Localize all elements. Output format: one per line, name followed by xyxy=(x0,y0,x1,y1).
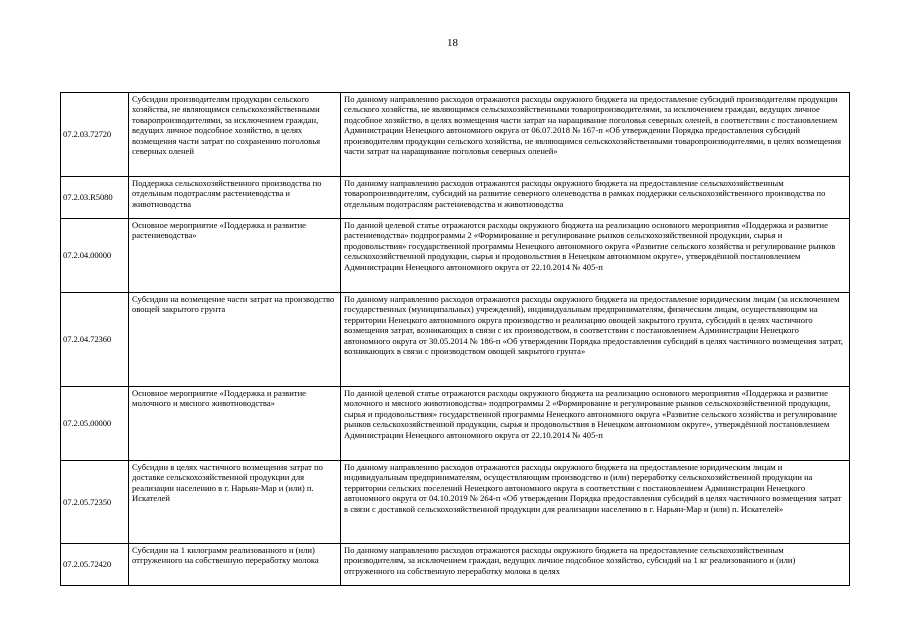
article-name: Основное мероприятие «Поддержка и развитие молочного и мясного животноводства» xyxy=(132,388,306,409)
article-description: По данному направлению расходов отражаются расходы окружного бюджета на предоставление юридическим лицам и индивидуальным предпринимателям, осуществляющим производство и (или) переработку сельскохозяйственной продукции на территории сельских поселений Ненецкого автономного округа в соответствии с постановлением Администрации Ненецкого автономного округа от 04.10.2019 № 264-п «Об утверждении Порядка предоставления субсидий в целях частичного возмещения затрат в связи с доставкой сельскохозяйственной продукции для реализации населению в г. Нарьян-Мар и (или) п. Искателей» xyxy=(344,462,842,514)
article-code: 07.2.05.72420 xyxy=(63,559,112,570)
name-cell xyxy=(129,387,341,461)
table-row xyxy=(61,219,850,293)
article-code: 07.2.05.72350 xyxy=(63,496,112,507)
article-name: Основное мероприятие «Поддержка и развитие растениеводства» xyxy=(132,220,306,241)
description-cell xyxy=(341,387,850,461)
table-row xyxy=(61,461,850,544)
description-cell xyxy=(341,93,850,177)
code-cell xyxy=(61,544,129,586)
article-code: 07.2.03.72720 xyxy=(63,129,112,140)
article-code: 07.2.05.00000 xyxy=(63,418,112,429)
table-row xyxy=(61,387,850,461)
name-cell xyxy=(129,177,341,219)
code-cell xyxy=(61,219,129,293)
description-cell xyxy=(341,461,850,544)
article-description: По данной целевой статье отражаются расходы окружного бюджета на реализацию основного мероприятия «Поддержка и развитие растениеводства» подпрограммы 2 «Формирование и регулирование рынков сельскохозяйственной продукции, сырья и продовольствия» государственной программы Ненецкого автономного округа «Развитие сельского хозяйства и регулирование рынков сельскохозяйственной продукции, сырья и продовольствия в Ненецком автономном округе», утверждённой постановлением Администрации Ненецкого автономного округа от 22.10.2014 № 405-п xyxy=(344,220,836,272)
article-description: По данной целевой статье отражаются расходы окружного бюджета на реализацию основного мероприятия «Поддержка и развитие молочного и мясного животноводства» подпрограммы 2 «Формирование и регулирование рынков сельскохозяйственной продукции, сырья и продовольствия» государственной программы Ненецкого автономного округа «Развитие сельского хозяйства и регулирование рынков сельскохозяйственной продукции, сырья и продовольствия в Ненецком автономном округе», утверждённой постановлением Администрации Ненецкого автономного округа от 22.10.2014 № 405-п xyxy=(344,388,838,440)
article-code: 07.2.04.00000 xyxy=(63,250,112,261)
article-description: По данному направлению расходов отражаются расходы окружного бюджета на предоставление юридическим лицам (за исключением государственных (муниципальных) учреждений), индивидуальным предпринимателям, физическим лицам, осуществляющим на территории Ненецкого автономного округа производство и реализацию овощей закрытого грунта, субсидий в целях частичного возмещения затрат, возникающих в связи с их производством, в соответствии с постановлением Администрации Ненецкого автономного округа от 30.05.2014 № 186-п «Об утверждении Порядка предоставления субсидий в целях частичного возмещения затрат, возникающих в связи с производством овощей закрытого грунта» xyxy=(344,294,843,357)
code-cell xyxy=(61,293,129,387)
table-row xyxy=(61,177,850,219)
description-cell xyxy=(341,177,850,219)
article-description: По данному направлению расходов отражаются расходы окружного бюджета на предоставление сельскохозяйственным производителям, за исключением граждан, ведущих личное подсобное хозяйство, субсидий на 1 кг реализованного и (или) отгруженного на собственную переработку молока в целях xyxy=(344,545,796,576)
description-cell xyxy=(341,219,850,293)
description-cell xyxy=(341,544,850,586)
article-name: Субсидии в целях частичного возмещения затрат по доставке сельскохозяйственной продукции для реализации населению в г. Нарьян-Мар и (или) п. Искателей xyxy=(132,462,323,504)
article-name: Поддержка сельскохозяйственного производства по отдельным подотраслям растениеводства и животноводства xyxy=(132,178,322,209)
table-row xyxy=(61,93,850,177)
article-name: Субсидии на 1 килограмм реализованного и (или) отгруженного на собственную переработку молока xyxy=(132,545,319,566)
name-cell xyxy=(129,544,341,586)
description-cell xyxy=(341,293,850,387)
code-cell xyxy=(61,93,129,177)
name-cell xyxy=(129,293,341,387)
page-number: 18 xyxy=(447,37,458,49)
table-row xyxy=(61,293,850,387)
article-description: По данному направлению расходов отражаются расходы окружного бюджета на предоставление субсидий производителям продукции сельского хозяйства, не являющимся сельскохозяйственными товаропроизводителями, за исключением граждан, ведущих личное подсобное хозяйство, в целях возмещения части затрат на наращивание поголовья северных оленей, в соответствии с постановлением Администрации Ненецкого автономного округа от 06.07.2018 № 167-п «Об утверждении Порядка предоставления субсидий производителям продукции сельского хозяйства, не являющимся сельскохозяйственными товаропроизводителями, в целях возмещения части затрат на наращивание поголовья северных оленей» xyxy=(344,94,842,157)
article-code: 07.2.03.R5080 xyxy=(63,192,113,203)
article-name: Субсидии на возмещение части затрат на производство овощей закрытого грунта xyxy=(132,294,335,315)
code-cell xyxy=(61,177,129,219)
article-description: По данному направлению расходов отражаются расходы окружного бюджета на предоставление сельскохозяйственным товаропроизводителям, субсидий на развитие северного оленеводства в рамках поддержки сельскохозяйственного производства по отдельным подотраслям растениеводства и животноводства xyxy=(344,178,826,209)
name-cell xyxy=(129,461,341,544)
name-cell xyxy=(129,219,341,293)
code-cell xyxy=(61,387,129,461)
article-name: Субсидии производителям продукции сельского хозяйства, не являющимся сельскохозяйственными товаропроизводителями, за исключением граждан, ведущих личное подсобное хозяйство, в целях возмещения части затрат по сохранению поголовья северных оленей xyxy=(132,94,321,157)
table-row xyxy=(61,544,850,586)
name-cell xyxy=(129,93,341,177)
target-articles-table xyxy=(60,92,850,586)
code-cell xyxy=(61,461,129,544)
article-code: 07.2.04.72360 xyxy=(63,334,112,345)
